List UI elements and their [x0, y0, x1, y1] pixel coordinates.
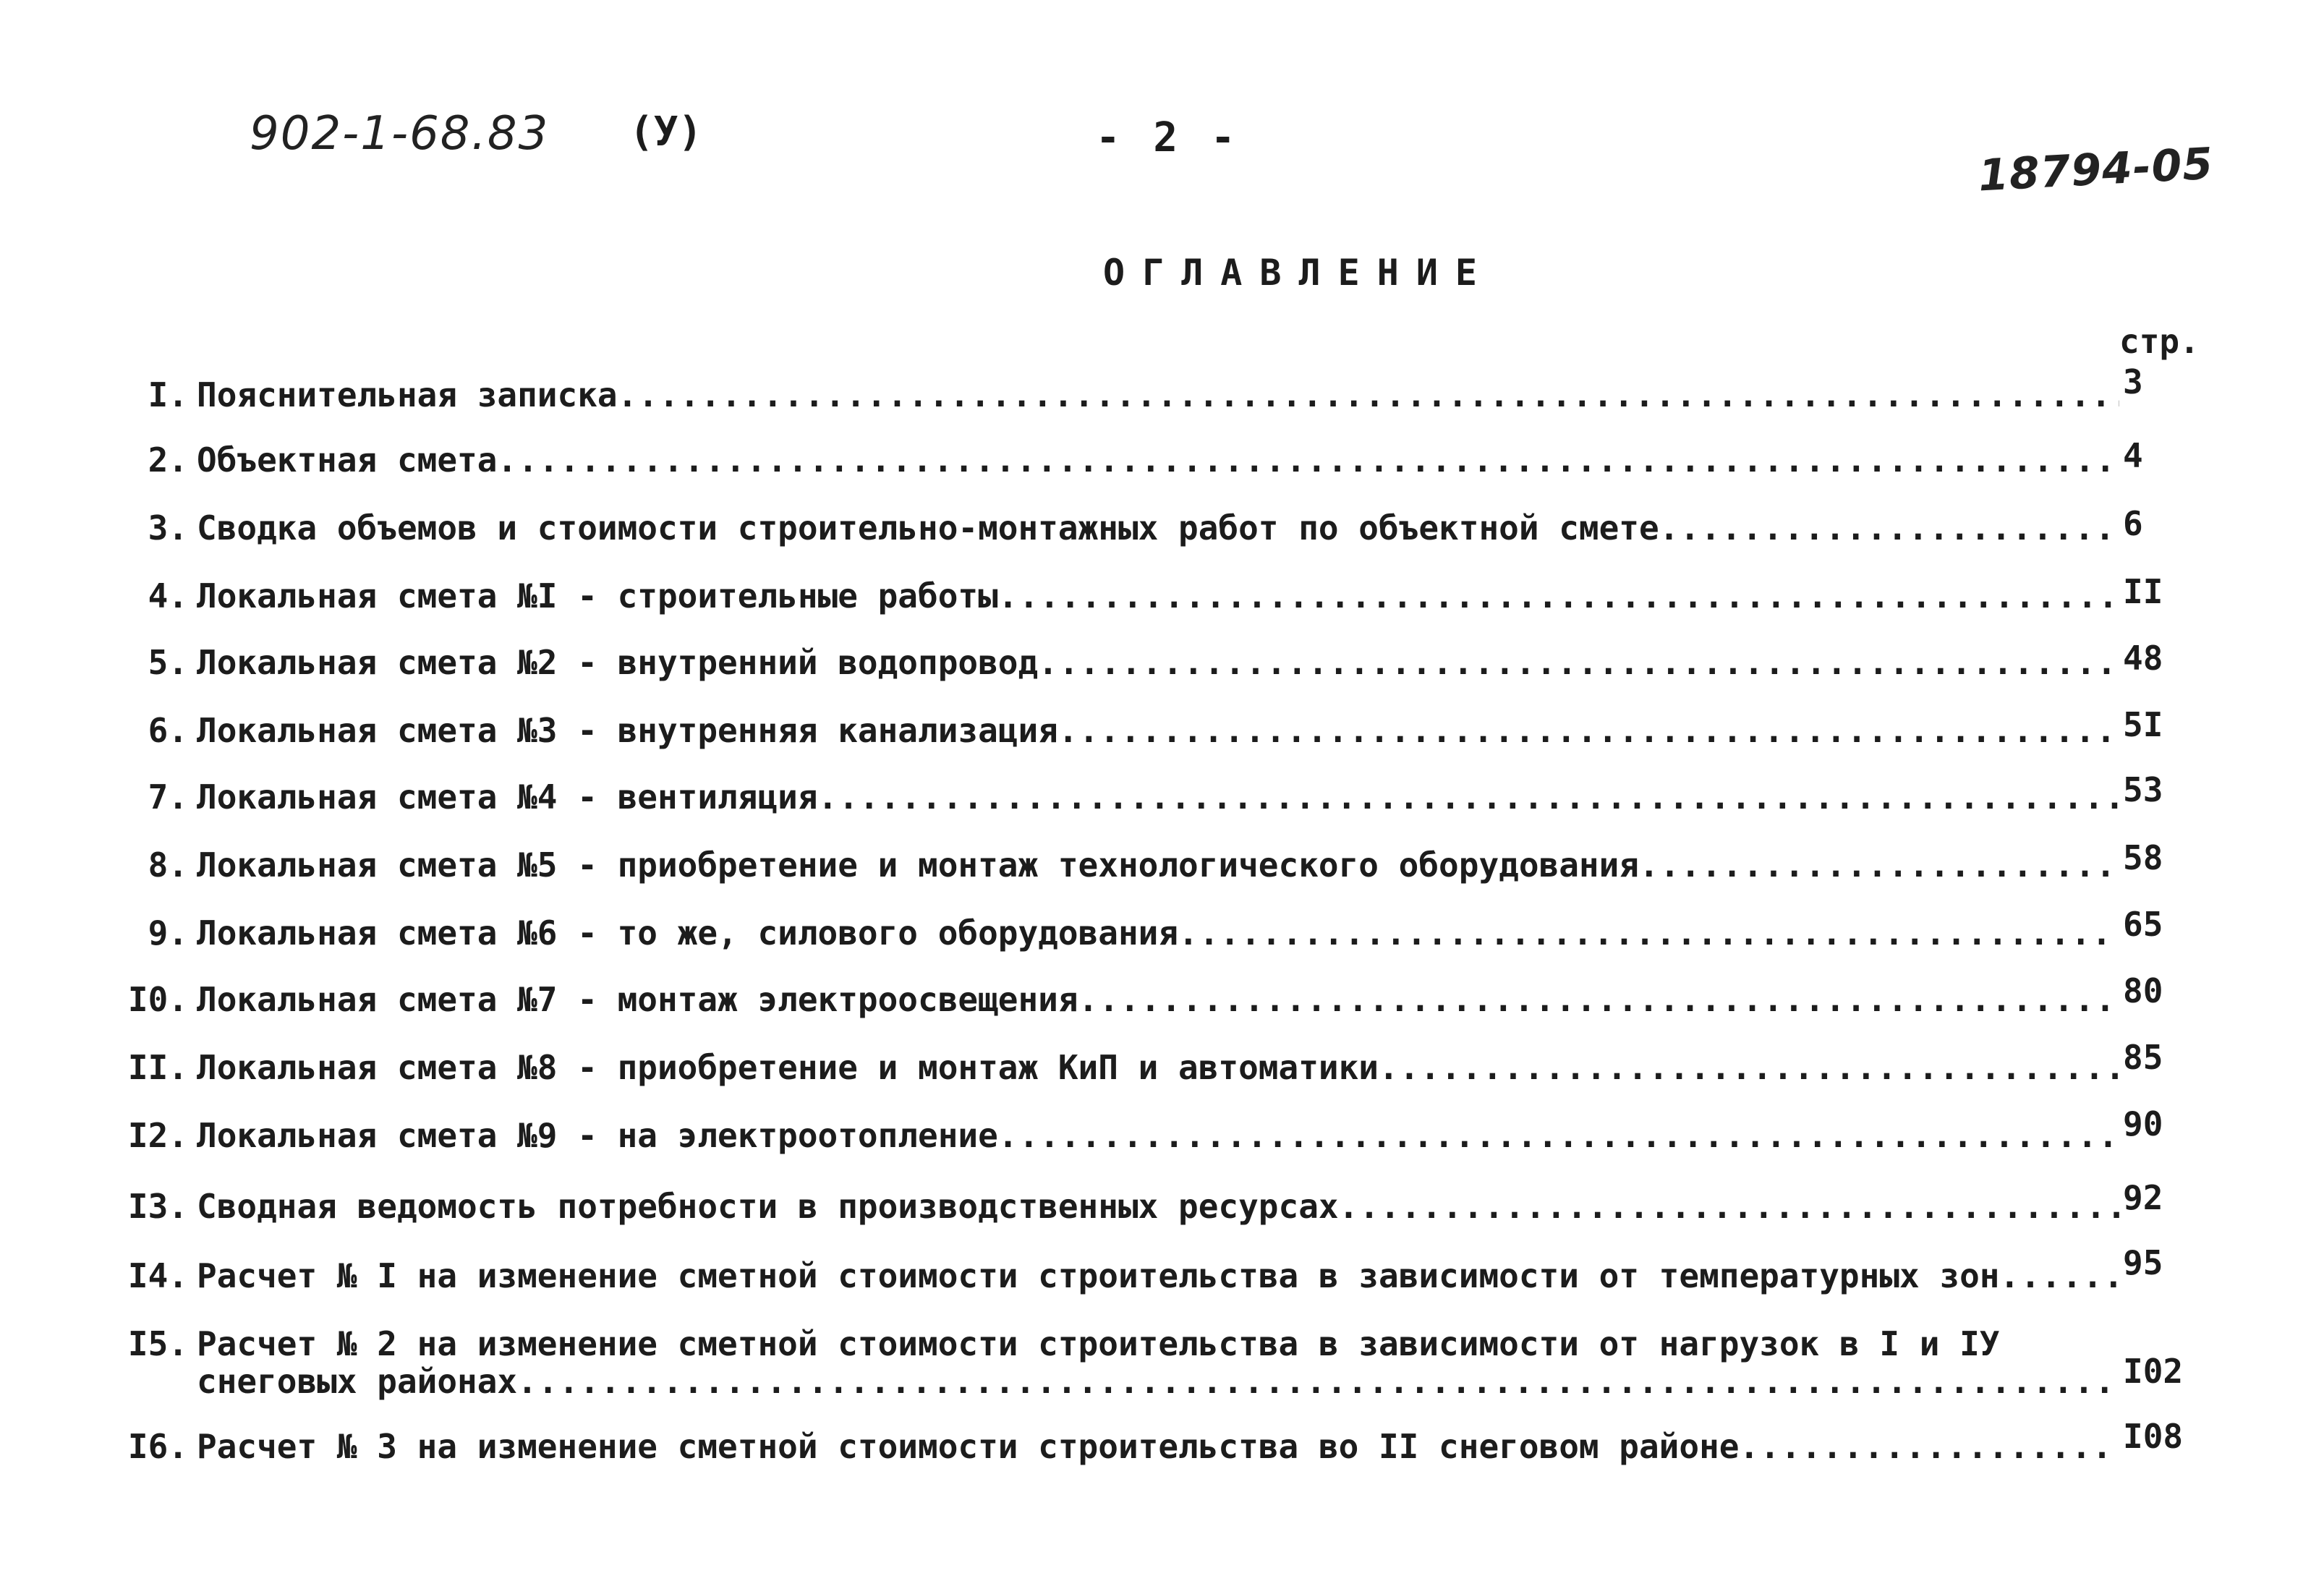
- toc-entry-page: 4: [2123, 436, 2143, 475]
- toc-entry-text: Сводка объемов и стоимости строительно-монтажных работ по объектной смете: [197, 508, 1659, 547]
- toc-entry-page: 85: [2123, 1038, 2163, 1077]
- toc-entry: [108, 1046, 2119, 1089]
- toc-entry-page: I08: [2123, 1417, 2184, 1456]
- toc-entry: [108, 911, 2119, 955]
- toc-entry-number: 6.: [148, 711, 188, 750]
- page-column-label: стр.: [2119, 322, 2200, 361]
- toc-entry-page: 6: [2123, 504, 2143, 543]
- toc-entry-number: 8.: [148, 845, 188, 885]
- toc-entry-text: Локальная смета №8 - приобретение и монтаж КиП и автоматики: [197, 1048, 1379, 1087]
- toc-entry: [108, 709, 2119, 752]
- toc-entry-number: 4.: [148, 576, 188, 615]
- toc-entry-text: Расчет № 3 на изменение сметной стоимости строительства во II снеговом районе: [197, 1427, 1740, 1466]
- toc-entry-number: I6.: [127, 1427, 188, 1466]
- leader-dots: [1038, 641, 2119, 684]
- leader-dots: [1739, 1425, 2119, 1468]
- leader-dots: [1178, 911, 2119, 955]
- leader-dots: [2000, 1254, 2120, 1297]
- toc-entry-page: 95: [2123, 1243, 2163, 1282]
- toc-entry: [108, 978, 2119, 1021]
- project-code: 902-1-68.83: [250, 107, 550, 161]
- toc-entry-page: 58: [2123, 838, 2163, 877]
- toc-entry-continuation: [197, 1360, 2119, 1403]
- toc-entry-number: I0.: [127, 980, 188, 1019]
- toc-entry-text: Локальная смета №7 - монтаж электроосвещения: [197, 980, 1078, 1019]
- leader-dots: [1058, 709, 2119, 752]
- leader-dots: [818, 775, 2119, 819]
- variant-mark: (У): [629, 108, 703, 155]
- toc-entry-text: Локальная смета №2 - внутренний водопровод: [197, 643, 1039, 682]
- toc-title: ОГЛАВЛЕНИЕ: [1103, 252, 1495, 294]
- toc-entry-text: Локальная смета №I - строительные работы: [197, 576, 998, 615]
- toc-entry-number: 2.: [148, 440, 188, 480]
- toc-entry-page: 92: [2123, 1178, 2163, 1217]
- toc-entry-page: 5I: [2123, 705, 2163, 744]
- toc-entry-text: Локальная смета №4 - вентиляция: [197, 777, 818, 817]
- toc-entry: [108, 438, 2119, 482]
- toc-entry-number: I2.: [127, 1116, 188, 1155]
- toc-entry-page: 53: [2123, 770, 2163, 809]
- toc-entry: [108, 1322, 2119, 1365]
- toc-entry-text: Локальная смета №3 - внутренняя канализация: [197, 711, 1058, 750]
- toc-entry-number: 3.: [148, 508, 188, 547]
- leader-dots: [497, 438, 2119, 482]
- leader-dots: [998, 574, 2119, 618]
- archive-number: 18794-05: [1977, 138, 2215, 202]
- toc-entry-page: I02: [2123, 1352, 2184, 1391]
- toc-entry: [108, 506, 2119, 550]
- leader-dots: [1339, 1185, 2119, 1228]
- toc-entry-page: 3: [2123, 362, 2143, 401]
- toc-entry-text: Локальная смета №6 - то же, силового оборудования: [197, 913, 1179, 953]
- leader-dots: [1379, 1046, 2119, 1089]
- toc-entry: [108, 373, 2119, 417]
- toc-entry: [108, 775, 2119, 819]
- toc-entry-page: 90: [2123, 1104, 2163, 1143]
- toc-entry-number: 5.: [148, 643, 188, 682]
- toc-entry: [108, 1254, 2119, 1297]
- leader-dots: [1078, 978, 2119, 1021]
- toc-entry-page: 80: [2123, 971, 2163, 1010]
- toc-entry-number: I4.: [127, 1256, 188, 1295]
- toc-entry-text: Пояснительная записка: [197, 375, 618, 414]
- toc-entry-text: Расчет № 2 на изменение сметной стоимости строительства в зависимости от нагрузок в I и IУ: [197, 1324, 2000, 1363]
- toc-entry-number: I.: [148, 375, 188, 414]
- toc-entry-number: 9.: [148, 913, 188, 953]
- toc-entry-text: Расчет № I на изменение сметной стоимости строительства в зависимости от температурных зон: [197, 1256, 2000, 1295]
- page-number: - 2 -: [1096, 114, 1240, 161]
- leader-dots: [618, 373, 2119, 417]
- toc-entry: [108, 1114, 2119, 1157]
- toc-entry-text: Локальная смета №9 - на электроотопление: [197, 1116, 998, 1155]
- toc-entry-text: Сводная ведомость потребности в производственных ресурсах: [197, 1187, 1339, 1226]
- toc-entry-number: II.: [127, 1048, 188, 1087]
- leader-dots: [998, 1114, 2119, 1157]
- toc-entry-number: I3.: [127, 1187, 188, 1226]
- toc-entry: [108, 1185, 2119, 1228]
- toc-entry-page: 65: [2123, 905, 2163, 944]
- leader-dots: [1659, 506, 2119, 550]
- leader-dots: [1639, 843, 2119, 887]
- toc-entry: [108, 641, 2119, 684]
- toc-entry-text: Локальная смета №5 - приобретение и монтаж технологического оборудования: [197, 845, 1639, 885]
- leader-dots: [517, 1360, 2119, 1403]
- toc-entry: [108, 1425, 2119, 1468]
- toc-entry-number: I5.: [127, 1324, 188, 1363]
- toc-entry-page: II: [2123, 572, 2163, 611]
- toc-entry: [108, 843, 2119, 887]
- toc-entry-number: 7.: [148, 777, 188, 817]
- toc-entry-text-continuation: снеговых районах: [197, 1362, 518, 1401]
- toc-entry-page: 48: [2123, 639, 2163, 678]
- toc-entry-text: Объектная смета: [197, 440, 498, 480]
- toc-entry: [108, 574, 2119, 618]
